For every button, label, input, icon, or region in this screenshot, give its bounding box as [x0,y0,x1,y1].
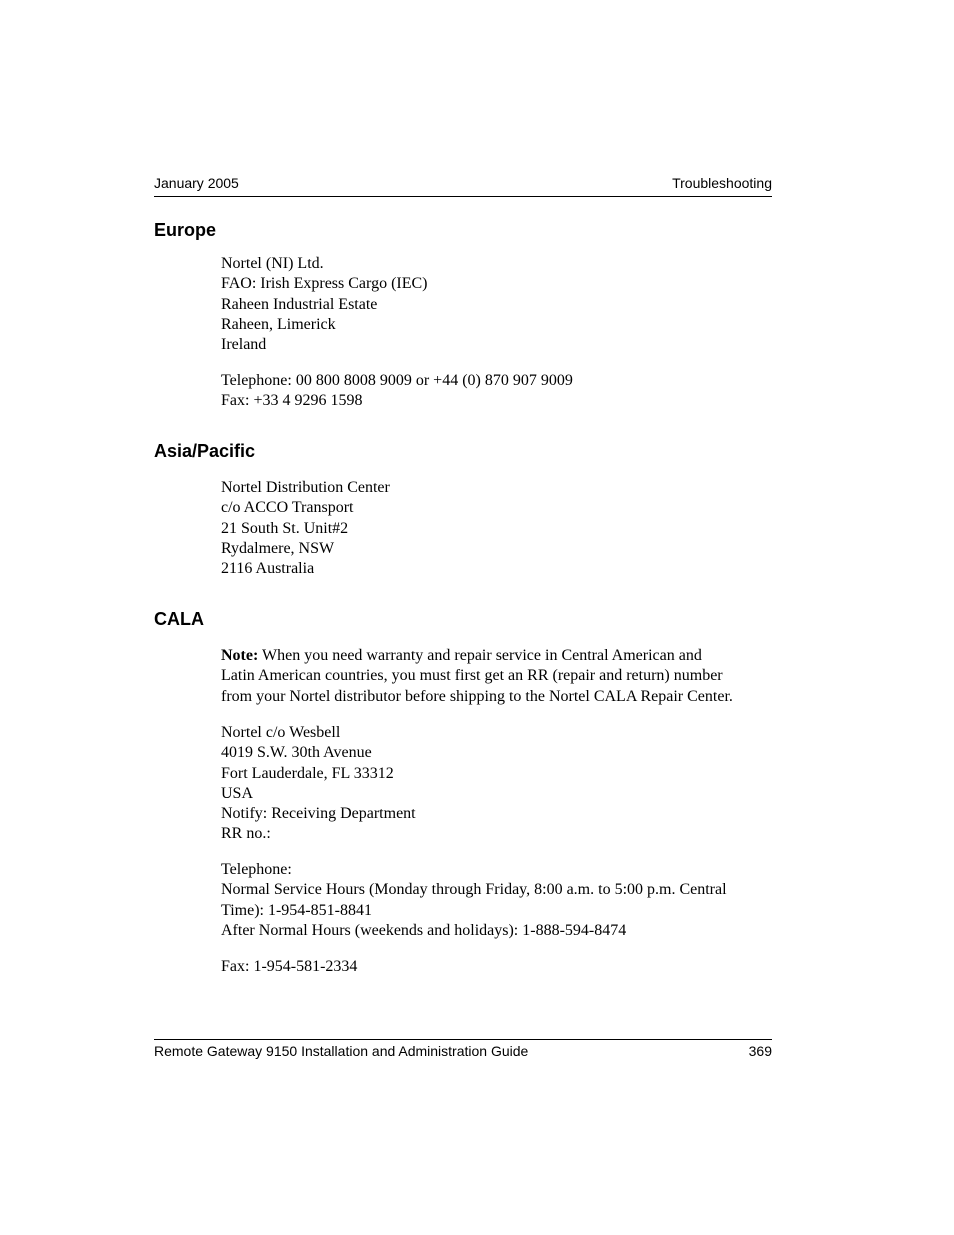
cala-note [221,646,781,707]
address-line: Rydalmere, NSW [221,539,335,557]
address-line: Notify: Receiving Department [221,805,416,823]
telephone-line: Normal Service Hours (Monday through Friday, 8:00 a.m. to 5:00 p.m. Central [221,881,727,899]
page-header [154,175,772,197]
address-line: Raheen Industrial Estate [221,295,378,313]
cala-telephone [221,860,781,941]
address-line: 2116 Australia [221,560,315,578]
cala-heading: CALA [154,609,204,629]
europe-address [221,254,781,355]
asia-address [221,478,781,579]
address-line: Raheen, Limerick [221,315,336,333]
page-footer [154,1039,772,1059]
address-line: Ireland [221,336,267,354]
europe-heading: Europe [154,220,217,240]
page-number: 369 [748,1043,772,1059]
address-line: Fort Lauderdale, FL 33312 [221,764,394,782]
europe-fax: Fax: +33 4 9296 1598 [221,392,363,410]
address-line: Nortel Distribution Center [221,479,390,496]
address-line: c/o ACCO Transport [221,499,354,517]
address-line: FAO: Irish Express Cargo (IEC) [221,275,428,293]
note-text: When you need warranty and repair service in Central American and [258,647,702,664]
address-line: 21 South St. Unit#2 [221,519,349,537]
address-line: USA [221,784,254,802]
header-section: Troubleshooting [672,175,772,191]
fax-line: Fax: 1-954-581-2334 [221,958,358,975]
europe-contact [221,371,781,412]
header-date: January 2005 [154,175,239,191]
asia-heading: Asia/Pacific [154,441,256,461]
europe-telephone: Telephone: 00 800 8008 9009 or +44 (0) 870 907 9009 [221,372,573,389]
address-line: 4019 S.W. 30th Avenue [221,744,372,762]
telephone-label: Telephone: [221,861,292,878]
footer-title: Remote Gateway 9150 Installation and Administration Guide [154,1043,529,1059]
cala-fax [221,957,781,977]
address-line: RR no.: [221,825,271,843]
address-line: Nortel (NI) Ltd. [221,255,324,272]
telephone-line: After Normal Hours (weekends and holidays): 1-888-594-8474 [221,921,627,939]
telephone-line: Time): 1-954-851-8841 [221,901,372,919]
note-text: from your Nortel distributor before shipping to the Nortel CALA Repair Center. [221,687,733,705]
note-text: Latin American countries, you must first get an RR (repair and return) number [221,667,723,685]
address-line: Nortel c/o Wesbell [221,724,341,741]
note-label: Note: [221,647,259,664]
cala-address [221,723,781,845]
